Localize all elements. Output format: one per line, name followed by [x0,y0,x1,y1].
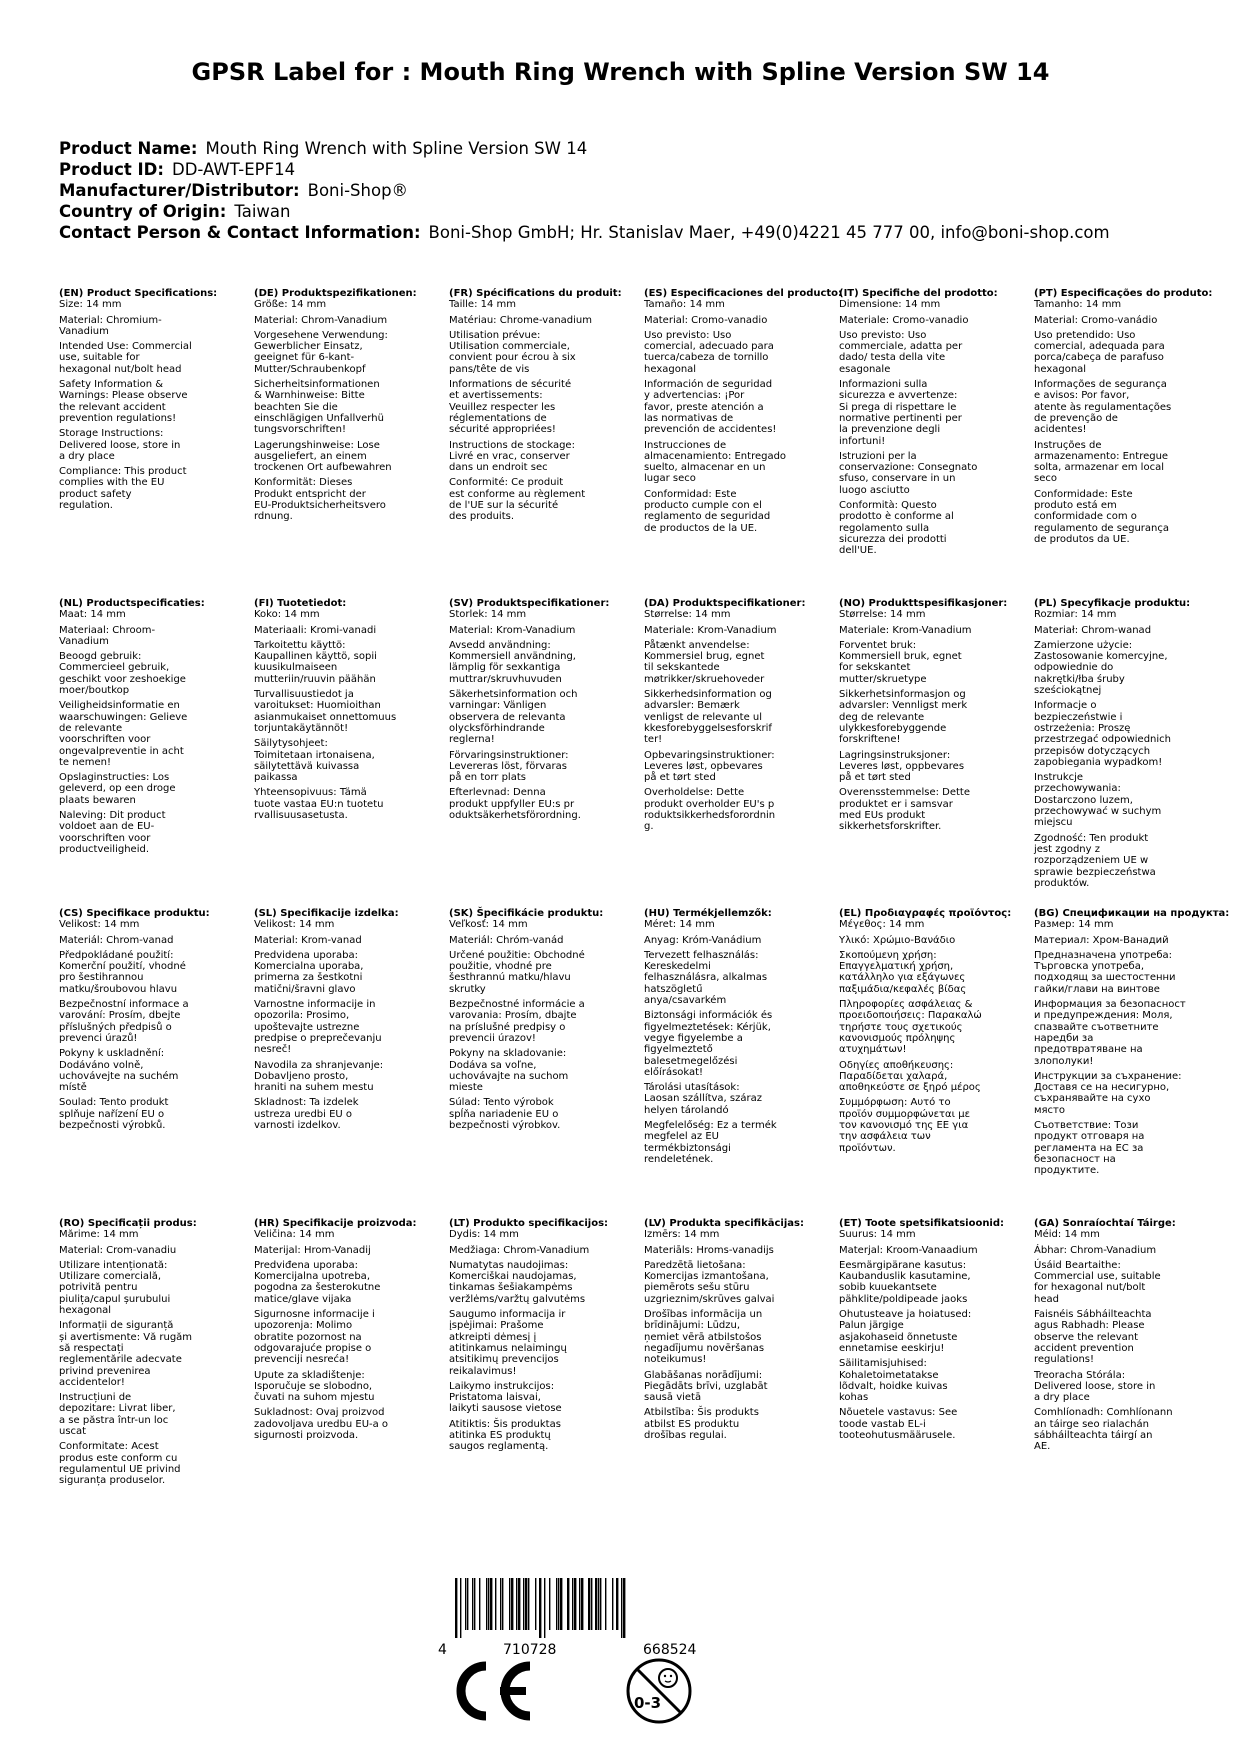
spec-item: Taille: 14 mm [449,299,517,311]
spec-item: Eesmärgipärane kasutus: Kaubanduslik kasutamine, sobib kuuekantsete pähklite/poldipeade jaoks [839,1259,971,1305]
spec-block [644,288,843,538]
spec-item: Material: Chrom-Vanadium [254,314,388,326]
spec-item: Atbilstība: Šis produkts atbilst ES produktu drošības regulai. [644,1407,759,1442]
spec-block [839,598,1029,837]
spec-item: Informações de segurança e avisos: Por favor, atente às regulamentações de prevenção de acidentes! [1034,379,1172,436]
spec-item: Overholdelse: Dette produkt overholder EU's p roduktsikkerhedsforordnin g. [644,787,776,833]
spec-heading: (IT) Specifiche del prodotto: [839,288,998,299]
spec-item: Koko: 14 mm [254,609,320,621]
spec-item: Intended Use: Commercial use, suitable for hexagonal nut/bolt head [59,341,192,375]
spec-item: Yhteensopivuus: Tämä tuote vastaa EU:n tuotetu rvallisuusasetusta. [254,787,384,822]
spec-item: Sicherheitsinformationen & Warnhinweise: Bitte beachten Sie die einschlägigen Unfallverhü tungsvorschriften! [254,379,384,436]
spec-item: Størrelse: 14 mm [839,609,926,621]
barcode-bar [539,1578,541,1638]
spec-item: Информация за безопасност и предупреждения: Моля, спазвайте съответните наредби за предотвратяване на злополуки! [1034,999,1186,1067]
barcode-bar [574,1578,576,1630]
barcode-bar [591,1578,592,1630]
spec-item: Turvallisuustiedot ja varoitukset: Huomioithan asianmukaiset onnettomuus torjuntakäytännöt! [254,689,397,734]
spec-item: Storlek: 14 mm [449,609,527,621]
spec-item: Velikost: 14 mm [59,919,140,931]
info-label: Country of Origin: [59,202,227,221]
info-value: DD-AWT-EPF14 [171,160,296,179]
spec-item: Materjal: Kroom-Vanaadium [839,1244,978,1256]
spec-item: Οδηγίες αποθήκευσης: Παραδίδεται χαλαρά, αποθηκεύστε σε ξηρό μέρος [839,1059,981,1094]
spec-item: Instructions de stockage: Livré en vrac, conserver dans un endroit sec [449,439,575,474]
spec-item: Efterlevnad: Denna produkt uppfyller EU:s pr oduktsäkerhetsförordning. [449,787,581,822]
spec-item: Soulad: Tento produkt splňuje nařízení EU o bezpečnosti výrobků. [59,1097,169,1132]
spec-block [1034,908,1230,1181]
spec-block [254,908,444,1135]
spec-heading: (LT) Produkto specifikacijos: [449,1218,609,1229]
spec-block [59,908,249,1135]
spec-item: Material: Krom-Vanadium [449,624,576,636]
barcode-bar [460,1578,461,1638]
spec-item: Predvidena uporaba: Komercialna uporaba, primerna za šestkotni matični/šravni glavo [254,949,364,995]
spec-item: Forventet bruk: Kommersiell bruk, egnet for sekskantet mutter/skruetype [839,639,962,685]
barcode-bar [500,1578,501,1630]
spec-item: Μέγεθος: 14 mm [839,919,925,931]
spec-item: Předpokládané použití: Komerční použití, vhodné pro šestihrannou matku/šroubovou hlavu [59,949,186,995]
spec-item: Conformidad: Este producto cumple con el reglamento de seguridad de productos de la UE. [644,488,771,534]
barcode-bar [479,1578,480,1630]
spec-item: Veľkosť: 14 mm [449,919,528,931]
spec-item: Materijal: Hrom-Vanadij [254,1244,371,1256]
spec-heading: (GA) Sonraíochtaí Táirge: [1034,1218,1176,1229]
spec-item: Säilytysohjeet: Toimitetaan irtonaisena, säilytettävä kuivassa paikassa [254,738,375,784]
spec-item: Conformitate: Acest produs este conform cu regulamentul UE privind siguranța produselor. [59,1441,181,1487]
barcode-bar [525,1578,527,1630]
spec-item: Material: Krom-vanad [254,934,362,946]
spec-item: Saugumo informacija ir įspėjimai: Prašome atkreipti dėmesį į atitinkamus nelaimingų atsitikimų prevencijos reikalavimus! [449,1309,567,1377]
spec-block [59,288,249,515]
spec-item: Bezpečnostné informácie a varovania: Prosím, dbajte na príslušné predpisy o prevencii úrazov! [449,999,585,1044]
spec-item: Instrucciones de almacenamiento: Entregado suelto, almacenar en un lugar seco [644,439,787,485]
spec-item: Größe: 14 mm [254,299,327,311]
spec-item: Conformità: Questo prodotto è conforme al regolamento sulla sicurezza dei prodotti dell'UE. [839,500,954,557]
barcode-bar [600,1578,601,1630]
spec-item: Varnostne informacije in opozorila: Prosimo, upoštevajte ustrezne predpise o preprečevanju nesreč! [254,999,382,1056]
spec-block [644,908,834,1169]
spec-heading: (NO) Produkttspesifikasjoner: [839,598,1008,609]
spec-item: Určené použitie: Obchodné použitie, vhodné pre šesthrannú matku/hlavu skrutky [449,949,585,995]
spec-block [1034,1218,1224,1457]
spec-heading: (SV) Produktspecifikationer: [449,598,610,609]
barcode-bar [549,1578,550,1630]
spec-item: Treoracha Stórála: Delivered loose, store in a dry place [1034,1369,1156,1404]
spec-item: Materiāls: Hroms-vanadijs [644,1244,774,1256]
ean-group-1: 710728 [503,1642,557,1658]
spec-item: Säilitamisjuhised: Kohaletoimetatakse lõdvalt, hoidke kuivas kohas [839,1358,948,1404]
ce-mark-icon [450,1660,536,1722]
spec-item: Matériau: Chrome-vanadium [449,314,593,326]
spec-item: Instrucțiuni de depozitare: Livrat liber, a se păstra într-un loc uscat [59,1392,176,1438]
spec-item: Påtænkt anvendelse: Kommersiel brug, egnet til sekskantede møtrikker/skruehoveder [644,639,765,685]
info-label: Product ID: [59,160,164,179]
spec-item: Navodila za shranjevanje: Dobavljeno prosto, hraniti na suhem mestu [254,1059,384,1094]
spec-item: Tárolási utasítások: Laosan szállítva, száraz helyen tárolandó [644,1082,762,1116]
spec-item: Compliance: This product complies with the EU product safety regulation. [59,466,187,512]
spec-item: Nõuetele vastavus: See toode vastab EL-i tooteohutusmäärusele. [839,1407,958,1442]
spec-item: Méret: 14 mm [644,919,715,931]
barcode-bar [467,1578,468,1630]
spec-item: Lagerungshinweise: Lose ausgeliefert, an einem trockenen Ort aufbewahren [254,439,392,474]
barcode-bar [490,1578,492,1630]
spec-item: Uso previsto: Uso commerciale, adatta per dado/ testa della vite esagonale [839,329,963,375]
spec-heading: (ET) Toote spetsifikatsioonid: [839,1218,1005,1229]
spec-block [59,1218,249,1491]
spec-block [839,288,1029,561]
barcode-bar [544,1578,545,1638]
spec-item: Materiale: Cromo-vanadio [839,314,969,326]
spec-item: Opbevaringsinstruktioner: Leveres løst, opbevares på et tørt sted [644,749,775,784]
spec-heading: (HU) Termékjellemzők: [644,908,772,919]
spec-item: Informazioni sulla sicurezza e avvertenze: Si prega di rispettare le normative pertinenti per la prevenzione degli infortuni! [839,379,962,447]
spec-item: Úsáid Beartaithe: Commercial use, suitable for hexagonal nut/bolt head [1034,1259,1161,1305]
spec-item: Informații de siguranță și avertismente: Vă rugăm să respectați reglementările adecvate privind prevenirea accidentelor! [59,1320,193,1388]
page-title: GPSR Label for : Mouth Ring Wrench with Spline Version SW 14 [191,58,1050,86]
barcode-bar [516,1578,517,1630]
spec-heading: (DA) Produktspecifikationer: [644,598,806,609]
barcode-bar [598,1578,599,1630]
spec-item: Sigurnosne informacije i upozorenja: Molimo obratite pozornost na odgovarajuće propise o prevenciji nesreća! [254,1309,375,1366]
barcode-bar [488,1578,489,1630]
spec-item: Instruções de armazenamento: Entregue solta, armazenar em local seco [1034,439,1169,485]
spec-item: Faisnéis Sábháilteachta agus Rabhadh: Please observe the relevant accident prevention regulations! [1034,1309,1152,1366]
spec-item: Informations de sécurité et avertissements: Veuillez respecter les réglementations de sécurité appropriées! [449,379,572,436]
barcode-bar [621,1578,622,1638]
spec-item: Rozmiar: 14 mm [1034,609,1117,621]
spec-item: Veličina: 14 mm [254,1229,335,1241]
spec-item: Veiligheidsinformatie en waarschuwingen: Gelieve de relevante voorschriften voor ongevalpreventie in acht te nemen! [59,700,188,768]
spec-item: Atitiktis: Šis produktas atitinka ES produktų saugos reglamentą. [449,1418,561,1453]
spec-item: Conformité: Ce produit est conforme au règlement de l'UE sur la sécurité des produits. [449,477,586,523]
info-value: Taiwan [234,202,291,221]
spec-item: Megfelelőség: Ez a termék megfelel az EU termékbiztonsági rendeletének. [644,1120,777,1165]
spec-item: Material: Chromium- Vanadium [59,314,162,337]
barcode-bar [556,1578,557,1630]
info-label: Manufacturer/Distributor: [59,181,300,200]
info-row [59,180,1110,201]
spec-item: Størrelse: 14 mm [644,609,731,621]
spec-item: Súlad: Tento výrobok spĺňa nariadenie EU o bezpečnosti výrobkov. [449,1097,561,1132]
spec-item: Materiál: Chrom-vanad [59,934,174,946]
spec-item: Mărime: 14 mm [59,1229,139,1241]
spec-item: Maat: 14 mm [59,609,126,621]
barcode-bar [616,1578,618,1630]
info-value: Mouth Ring Wrench with Spline Version SW 14 [205,139,588,158]
spec-item: Material: Cromo-vanádio [1034,314,1158,326]
spec-heading: (FI) Tuotetiedot: [254,598,347,609]
spec-item: Sukladnost: Ovaj proizvod zadovoljava uredbu EU-a o sigurnosti proizvoda. [254,1407,389,1442]
age-warning-label: 0-3 [634,1694,662,1712]
spec-item: Avsedd användning: Kommersiell användning, lämplig för sexkantiga muttrar/skruvhuvuden [449,639,576,685]
spec-heading: (HR) Specifikacije proizvoda: [254,1218,417,1229]
spec-item: Förvaringsinstruktioner: Levereras löst, förvaras på en torr plats [449,749,569,784]
info-row [59,159,1110,180]
barcode-bar [495,1578,496,1630]
spec-item: Medžiaga: Chrom-Vanadium [449,1244,590,1256]
spec-block [254,598,444,825]
barcode-bar [523,1578,524,1630]
spec-item: Размер: 14 mm [1034,919,1114,931]
info-row [59,201,1110,222]
spec-block [1034,598,1224,893]
info-row [59,222,1110,243]
info-label: Product Name: [59,139,198,158]
spec-block [254,288,444,527]
barcode-bar [518,1578,520,1630]
info-value: Boni-Shop® [307,181,409,200]
spec-item: Materiaal: Chroom- Vanadium [59,624,156,647]
barcode-bar [502,1578,503,1630]
spec-item: Velikost: 14 mm [254,919,335,931]
spec-item: Uso pretendido: Uso comercial, adequada para porca/cabeça de parafuso hexagonal [1034,329,1165,375]
spec-item: Comhlíonadh: Comhlíonann an táirge seo rialachán sábháilteachta táirgí an AE. [1034,1407,1173,1453]
spec-item: Lagringsinstruksjoner: Leveres løst, oppbevares på et tørt sted [839,749,965,784]
spec-item: Méid: 14 mm [1034,1229,1100,1241]
spec-heading: (NL) Productspecificaties: [59,598,205,609]
spec-heading: (LV) Produkta specifikācijas: [644,1218,804,1229]
spec-item: Материал: Хром-Ванадий [1034,934,1169,946]
spec-heading: (PL) Specyfikacje produktu: [1034,598,1191,609]
spec-item: Materiál: Chróm-vanád [449,934,564,946]
spec-item: Upute za skladištenje: Isporučuje se slobodno, čuvati na suhom mjestu [254,1369,375,1404]
barcode-bar [560,1578,562,1630]
spec-item: Anyag: Króm-Vanádium [644,934,762,946]
spec-heading: (CS) Specifikace produktu: [59,908,210,919]
spec-item: Zgodność: Ten produkt jest zgodny z rozporządzeniem UE w sprawie bezpieczeństwa produktów. [1034,832,1156,889]
spec-item: Biztonsági információk és figyelmeztetések: Kérjük, vegye figyelembe a figyelmeztető balesetmegelőzési előírásokat! [644,1010,773,1078]
spec-item: Predviđena uporaba: Komercijalna upotreba, pogodna za šesterokutne matice/glave vijaka [254,1259,381,1305]
age-0-3-warning-icon [624,1656,694,1726]
spec-item: Sikkerhedsinformation og advarsler: Bemærk venligst de relevante ul kkesforebyggelsesforskrif ter! [644,689,772,746]
spec-item: Storage Instructions: Delivered loose, store in a dry place [59,428,181,462]
spec-item: Materiale: Krom-Vanadium [644,624,777,636]
spec-item: Συμμόρφωση: Αυτό το προϊόν συμμορφώνεται με τον κανονισμό της ΕΕ για την ασφάλεια των προϊόντων. [839,1097,970,1154]
spec-item: Safety Information & Warnings: Please observe the relevant accident prevention regulations! [59,379,188,424]
spec-item: Opslaginstructies: Los geleverd, op een droge plaats bewaren [59,772,176,806]
spec-item: Utilisation prévue: Utilisation commerciale, convient pour écrou à six pans/tête de vis [449,329,576,375]
spec-block [254,1218,444,1445]
spec-heading: (BG) Спецификации на продукта: [1034,908,1230,919]
spec-item: Vorgesehene Verwendung: Gewerblicher Einsatz, geeignet für 6-kant- Mutter/Schraubenkopf [254,329,388,375]
spec-heading: (SL) Specifikacije izdelka: [254,908,399,919]
product-info [59,138,1110,243]
spec-block [449,598,639,825]
spec-item: Material: Crom-vanadiu [59,1244,177,1256]
spec-item: Pokyny na skladovanie: Dodáva sa voľne, uchovávajte na suchom mieste [449,1048,569,1094]
spec-item: Izmērs: 14 mm [644,1229,720,1241]
spec-item: Suurus: 14 mm [839,1229,916,1241]
barcode-bar [465,1578,466,1630]
spec-block [644,1218,834,1445]
barcode-bar [567,1578,569,1630]
spec-item: Tamanho: 14 mm [1034,299,1122,311]
barcode-bar [511,1578,513,1630]
spec-item: Tamaño: 14 mm [644,299,725,311]
barcode-bar [605,1578,606,1630]
spec-item: Instrukcje przechowywania: Dostarczono luzem, przechowywać w suchym miejscu [1034,772,1162,829]
spec-heading: (EN) Product Specifications: [59,288,218,299]
spec-item: Πληροφορίες ασφάλειας & προειδοποιήσεις: Παρακαλώ τηρήστε τους σχετικούς κανονισμούς πρόληψης ατυχημάτων! [839,999,982,1056]
info-row [59,138,1110,159]
barcode-bar [528,1578,529,1630]
spec-block [59,598,249,859]
spec-heading: (RO) Specificații produs: [59,1218,197,1229]
spec-item: Drošības informācija un brīdinājumi: Lūdzu, ņemiet vērā atbilstošos negadījumu novēršanas noteikumus! [644,1309,765,1366]
spec-item: Tervezett felhasználás: Kereskedelmi felhasználásra, alkalmas hatszögletű anya/csavarkém [644,949,768,1007]
barcode-bar [588,1578,590,1630]
barcode-bar [558,1578,559,1630]
spec-heading: (FR) Spécifications du produit: [449,288,622,299]
spec-block [449,908,639,1135]
spec-heading: (ES) Especificaciones del producto: [644,288,843,299]
spec-item: Naleving: Dit product voldoet aan de EU- voorschriften voor productveiligheid. [59,810,166,855]
spec-item: Numatytas naudojimas: Komerciškai naudojamas, tinkamas šešiakampėms veržlėms/varžtų galvutėms [449,1259,586,1305]
barcode-bar [623,1578,625,1638]
spec-item: Materiaali: Kromi-vanadi [254,624,377,636]
ean-first-digit: 4 [438,1642,447,1658]
spec-heading: (PT) Especificações do produto: [1034,288,1213,299]
spec-item: Tarkoitettu käyttö: Kaupallinen käyttö, sopii kuusikulmaiseen mutteriin/ruuvin päähän [254,639,377,685]
ean-group-2: 668524 [643,1642,697,1658]
spec-item: Sikkerhetsinformasjon og advarsler: Vennligst merk deg de relevante ulykkesforebyggende forskriftene! [839,689,968,746]
spec-item: Инструкции за съхранение: Доставя се на несигурно, съхранявайте на сухо място [1034,1070,1182,1116]
spec-item: Uso previsto: Uso comercial, adecuado para tuerca/cabeza de tornillo hexagonal [644,329,774,375]
spec-item: Beoogd gebruik: Commercieel gebruik, geschikt voor zeshoekige moer/boutkop [59,651,186,697]
barcode-bar [455,1578,457,1638]
spec-item: Laikymo instrukcijos: Pristatoma laisvai, laikyti sausose vietose [449,1380,562,1415]
spec-item: Предназначена употреба: Търговска употреба, подходящ за шестостенни гайки/глави на винтове [1034,949,1176,995]
spec-block [449,288,639,527]
spec-item: Υλικό: Χρώμιο-Βανάδιο [839,934,956,946]
spec-heading: (SK) Špecifikácie produktu: [449,908,604,919]
spec-item: Conformidade: Este produto está em conformidade com o regulamento de segurança de produtos da UE. [1034,488,1170,545]
spec-item: Dydis: 14 mm [449,1229,519,1241]
barcode-icon [455,1578,740,1638]
spec-item: Material: Cromo-vanadio [644,314,768,326]
spec-block [1034,288,1224,549]
spec-item: Pokyny k uskladnění: Dodáváno volně, uchovávejte na suchém místě [59,1048,179,1094]
spec-item: Zamierzone użycie: Zastosowanie komercyjne, odpowiednie do nakrętki/łba śruby sześciokątnej [1034,639,1168,697]
spec-item: Dimensione: 14 mm [839,299,941,311]
spec-item: Size: 14 mm [59,299,122,311]
spec-item: Skladnost: Ta izdelek ustreza uredbi EU o varnosti izdelkov. [254,1097,359,1132]
spec-item: Utilizare intenționată: Utilizare comercială, potrivită pentru piulița/capul șurubului hexagonal [59,1259,171,1317]
spec-item: Säkerhetsinformation och varningar: Vänligen observera de relevanta olycksförhindrande reglerna! [449,689,578,746]
barcode-bar [474,1578,475,1630]
spec-item: Bezpečnostní informace a varování: Prosím, dbejte příslušných předpisů o prevenci úrazů! [59,999,189,1044]
spec-item: Konformität: Dieses Produkt entspricht der EU-Produktsicherheitsvero rdnung. [254,477,386,523]
barcode-bar [572,1578,573,1630]
barcode-bar [581,1578,583,1630]
barcode-bar [595,1578,597,1630]
barcode-bar [612,1578,613,1630]
spec-item: Istruzioni per la conservazione: Consegnato sfuso, conservare in un luogo asciutto [839,450,978,496]
spec-item: Съответствие: Този продукт отговаря на регламента на ЕС за безопасност на продуктите. [1034,1120,1145,1177]
barcode-bar [535,1578,536,1630]
barcode-bar [486,1578,487,1630]
info-value: Boni-Shop GmbH; Hr. Stanislav Maer, +49(0)4221 45 777 00, info@boni-shop.com [428,223,1110,242]
spec-item: Materiał: Chrom-wanad [1034,624,1152,636]
barcode-bar [579,1578,580,1630]
barcode-bar [509,1578,510,1630]
barcode-bar [472,1578,473,1630]
spec-item: Materiale: Krom-Vanadium [839,624,972,636]
spec-heading: (DE) Produktspezifikationen: [254,288,417,299]
spec-item: Overensstemmelse: Dette produktet er i samsvar med EUs produkt sikkerhetsforskrifter. [839,787,970,833]
spec-block [839,908,1029,1158]
spec-block [644,598,834,837]
spec-item: Informacje o bezpieczeństwie i ostrzeżenia: Proszę przestrzegać odpowiednich przepisów dotyczących zapobiegania wypadkom! [1034,700,1171,768]
spec-item: Glabāšanas norādījumi: Piegādāts brīvi, uzglabāt sausā vietā [644,1369,768,1404]
spec-item: Ábhar: Chrom-Vanadium [1034,1244,1157,1256]
info-label: Contact Person & Contact Information: [59,223,421,242]
spec-item: Paredzētā lietošana: Komercijas izmantošana, piemērots sešu stūru uzgrieznim/skrūves galvai [644,1259,775,1305]
spec-heading: (EL) Προδιαγραφές προϊόντος: [839,908,1012,919]
spec-block [839,1218,1029,1445]
spec-item: Σκοπούμενη χρήση: Επαγγελματική χρήση, κατάλληλο για εξάγωνες παξιμάδια/κεφαλές βίδας [839,949,967,995]
spec-item: Ohutusteave ja hoiatused: Palun järgige asjakohaseid õnnetuste ennetamise eeskirju! [839,1309,972,1354]
spec-block [449,1218,639,1457]
spec-item: Información de seguridad y advertencias: ¡Por favor, preste atención a las normativas de prevención de accidentes! [644,379,777,436]
